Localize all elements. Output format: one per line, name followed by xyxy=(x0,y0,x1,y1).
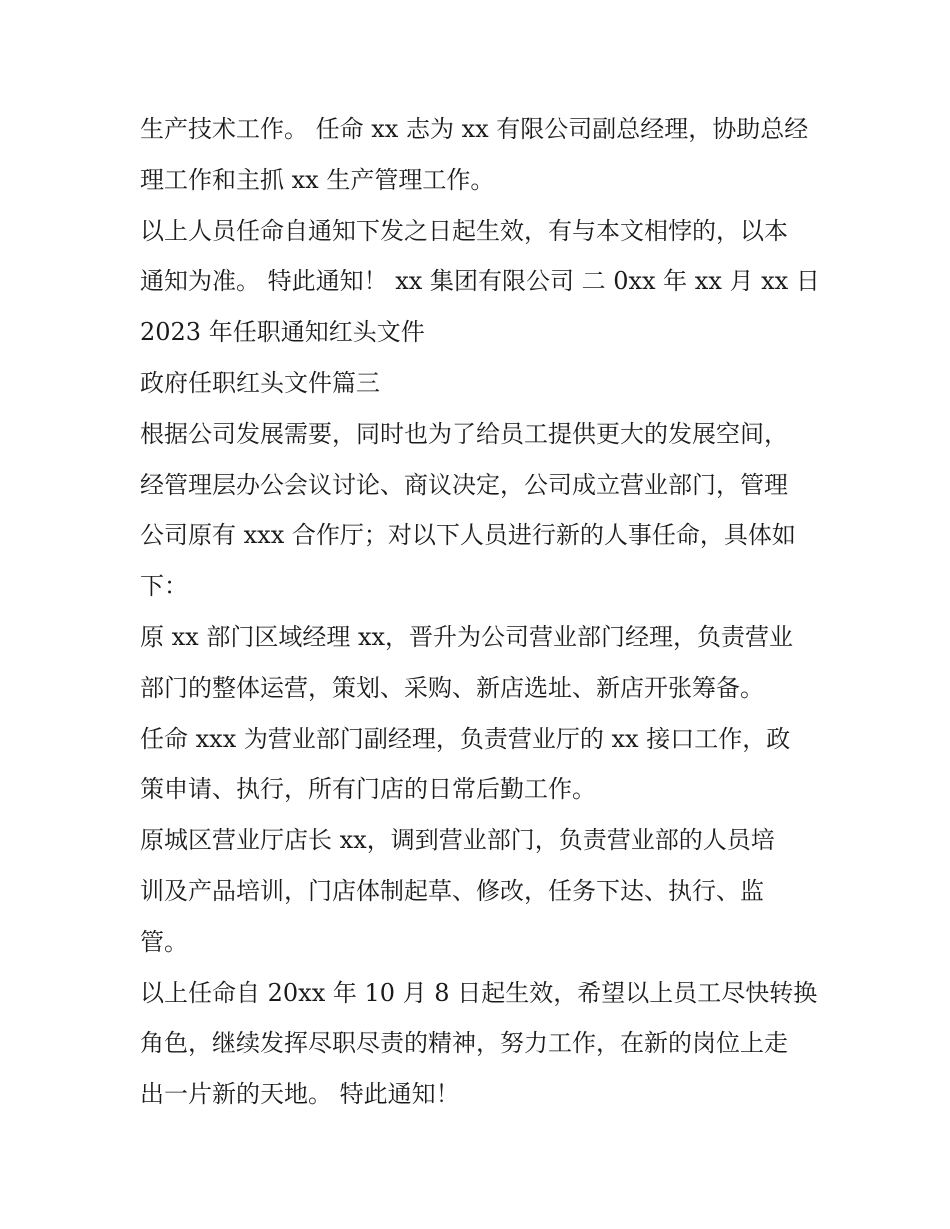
text-line: 任命 xxx 为营业部门副经理，负责营业厅的 xx 接口工作，政 xyxy=(140,724,791,753)
text-line: 经管理层办公会议讨论、商议决定，公司成立营业部门，管理 xyxy=(140,470,788,499)
text-line: 以上任命自 20xx 年 10 月 8 日起生效，希望以上员工尽快转换 xyxy=(140,978,818,1007)
text-line: 公司原有 xxx 合作厅；对以下人员进行新的人事任命，具体如 xyxy=(140,521,796,550)
text-line: 理工作和主抓 xx 生产管理工作。 xyxy=(140,165,495,194)
text-line: 出一片新的天地。 特此通知！ xyxy=(140,1080,460,1109)
section-heading: 政府任职红头文件篇三 xyxy=(140,368,380,397)
text-line: 角色，继续发挥尽职尽责的精神，努力工作，在新的岗位上走 xyxy=(140,1029,788,1058)
text-line: 管。 xyxy=(140,927,188,956)
text-line: 部门的整体运营，策划、采购、新店选址、新店开张筹备。 xyxy=(140,673,764,702)
text-line: 通知为准。 特此通知！ xx 集团有限公司 二 0xx 年 xx 月 xx 日 xyxy=(140,267,820,296)
text-line: 生产技术工作。 任命 xx 志为 xx 有限公司副总经理，协助总经 xyxy=(140,115,809,143)
text-line: 2023 年任职通知红头文件 xyxy=(140,318,425,347)
text-line: 训及产品培训，门店体制起草、修改，任务下达、执行、监 xyxy=(140,876,764,905)
text-line: 下： xyxy=(140,572,188,601)
text-line: 以上人员任命自通知下发之日起生效，有与本文相悖的，以本 xyxy=(140,216,788,245)
text-line: 策申请、执行，所有门店的日常后勤工作。 xyxy=(140,775,596,804)
document-body xyxy=(140,104,820,1120)
text-line: 原 xx 部门区域经理 xx，晋升为公司营业部门经理，负责营业 xyxy=(140,622,794,651)
text-line: 原城区营业厅店长 xx，调到营业部门，负责营业部的人员培 xyxy=(140,826,775,855)
text-line: 根据公司发展需要，同时也为了给员工提供更大的发展空间， xyxy=(140,419,788,448)
